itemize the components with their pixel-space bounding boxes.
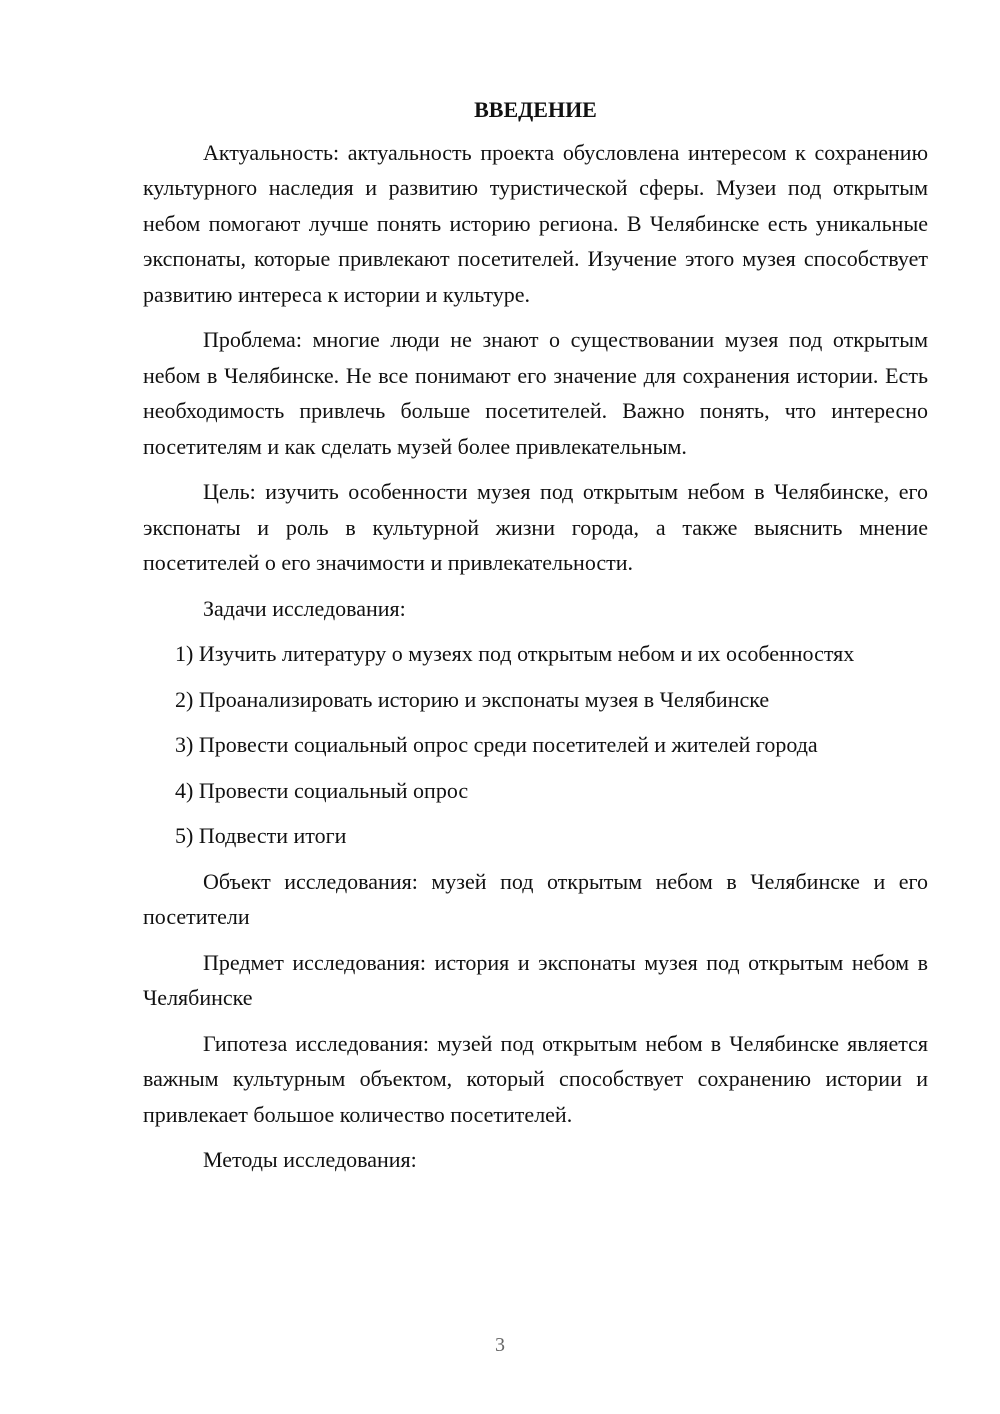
list-item: 3) Провести социальный опрос среди посетителей и жителей города [175,732,818,757]
paragraph-problem: Проблема: многие люди не знают о существовании музея под открытым небом в Челябинске. Не все понимают его значение для сохранения истории. Есть необходимость привлечь больше посетителей. Важно понять, что интересно посетителям и как сделать музей более привлекательным. [143,327,928,459]
list-item: 2) Проанализировать историю и экспонаты музея в Челябинске [175,686,770,712]
document-body [143,92,928,1188]
paragraph-object: Объект исследования: музей под открытым небом в Челябинске и его посетители [143,868,928,929]
page-number: 3 [495,1334,505,1356]
paragraph-relevance: Актуальность: актуальность проекта обусловлена интересом к сохранению культурного наследия и развитию туристической сферы. Музеи под открытым небом помогают лучше понять историю региона. В Челябинске есть уникальные экспонаты, которые привлекают посетителей. Изучение этого музея способствует развитию интереса к истории и культуре. [143,139,928,307]
paragraph-tasks-heading: Задачи исследования: [203,595,406,621]
paragraph-methods: Методы исследования: [203,1147,417,1172]
list-item: 4) Провести социальный опрос [175,777,469,803]
list-item: 5) Подвести итоги [175,823,347,848]
paragraph-hypothesis: Гипотеза исследования: музей под открытым небом в Челябинске является важным культурным объектом, который способствует сохранению истории и привлекает большое количество посетителей. [143,1030,928,1127]
paragraph-subject: Предмет исследования: история и экспонаты музея под открытым небом в Челябинске [143,949,928,1010]
page-title: ВВЕДЕНИЕ [474,97,597,122]
paragraph-goal: Цель: изучить особенности музея под открытым небом в Челябинске, его экспонаты и роль в культурной жизни города, а также выяснить мнение посетителей о его значимости и привлекательности. [143,479,928,575]
list-item: 1) Изучить литературу о музеях под открытым небом и их особенностях [175,641,855,666]
